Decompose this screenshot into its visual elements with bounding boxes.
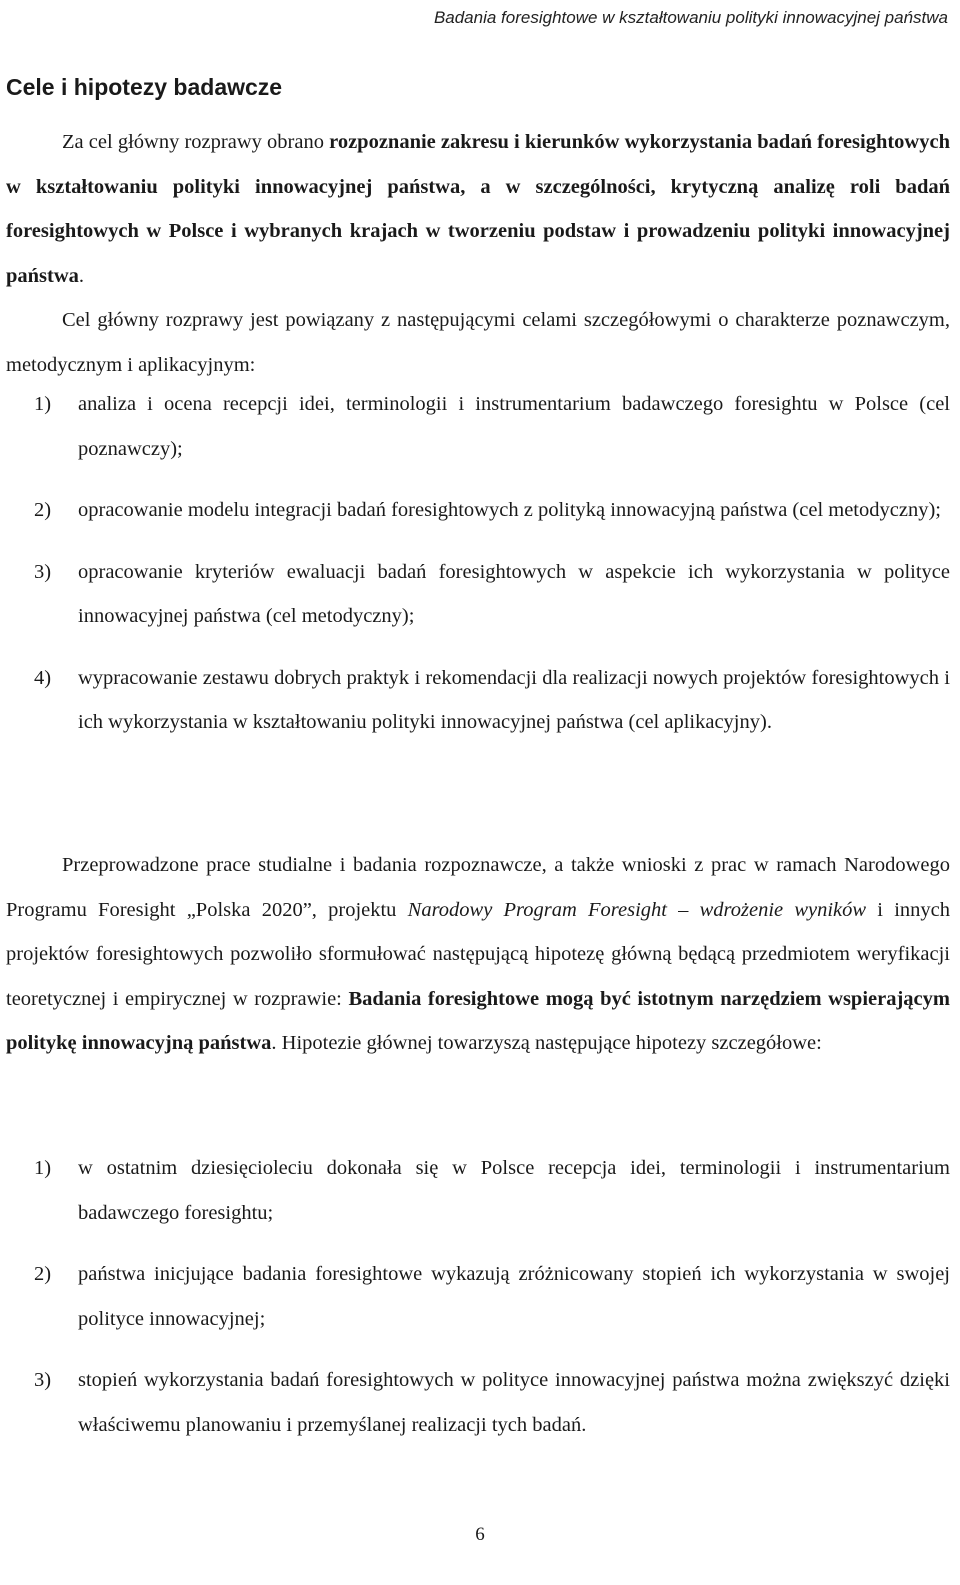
- main-goal-bold: rozpoznanie zakresu i kierunków wykorzystania badań foresightowych w kształtowaniu polityki innowacyjnej państwa, a w szczególności, krytyczną analizę roli badań foresightowych w Polsce i wybranych krajach w tworzeniu podstaw i prowadzeniu polityki innowacyjnej państwa: [6, 131, 950, 287]
- main-goal-paragraph: [6, 120, 950, 298]
- list-item-text: opracowanie modelu integracji badań foresightowych z polityką innowacyjną państwa (cel metodyczny);: [78, 499, 941, 521]
- list-item-number: 1): [34, 393, 52, 415]
- hypothesis-part1: Przeprowadzone prace studialne i badania rozpoznawcze, a także wnioski z prac w ramach Narodowego Programu Foresight „Polska 2020”, projektu: [6, 854, 950, 921]
- list-item: [34, 1358, 950, 1447]
- list-item-text: wypracowanie zestawu dobrych praktyk i rekomendacji dla realizacji nowych projektów foresightowych i ich wykorzystania w kształtowaniu polityki innowacyjnej państwa (cel aplikacyjny).: [78, 666, 950, 733]
- specific-goals-list: [34, 382, 950, 762]
- list-item-text: w ostatnim dziesięcioleciu dokonała się w Polsce recepcja idei, terminologii i instrumentarium badawczego foresightu;: [78, 1157, 950, 1224]
- hypotheses-list: [34, 1146, 950, 1464]
- list-item-number: 4): [34, 666, 52, 689]
- main-goal-tail: .: [78, 264, 85, 287]
- hypothesis-project-title: Narodowy Program Foresight – wdrożenie wyników: [407, 898, 867, 921]
- list-item: [34, 488, 950, 533]
- list-item: [34, 550, 950, 639]
- main-goal-lead: Za cel główny rozprawy obrano: [62, 131, 330, 153]
- list-item: [34, 1252, 950, 1341]
- list-item-number: 2): [34, 1263, 52, 1285]
- section-title: Cele i hipotezy badawcze: [6, 74, 283, 100]
- list-item-number: 1): [34, 1157, 52, 1179]
- page-number: 6: [475, 1524, 485, 1545]
- hypothesis-part2: i innych projektów foresightowych pozwoliło sformułować następującą hipotezę główną będącą przedmiotem weryfikacji teoretycznej i empirycznej w rozprawie:: [6, 898, 950, 1010]
- list-item-number: 2): [34, 499, 52, 521]
- list-item-number: 3): [34, 1369, 52, 1391]
- list-item-text: analiza i ocena recepcji idei, terminologii i instrumentarium badawczego foresightu w Polsce (cel poznawczy);: [78, 393, 950, 460]
- hypothesis-part3: . Hipotezie głównej towarzyszą następujące hipotezy szczegółowe:: [271, 1032, 822, 1054]
- list-item-text: opracowanie kryteriów ewaluacji badań foresightowych w aspekcie ich wykorzystania w polityce innowacyjnej państwa (cel metodyczny);: [78, 560, 950, 627]
- specific-goals-intro: Cel główny rozprawy jest powiązany z następującymi celami szczegółowymi o charakterze poznawczym, metodycznym i aplikacyjnym:: [6, 309, 950, 376]
- hypothesis-paragraph: [6, 843, 950, 1066]
- list-item-text: stopień wykorzystania badań foresightowych w polityce innowacyjnej państwa można zwiększyć dzięki właściwemu planowaniu i przemyślanej realizacji tych badań.: [78, 1369, 950, 1436]
- list-item: [34, 382, 950, 471]
- main-hypothesis: Badania foresightowe mogą być istotnym narzędziem wspierającym politykę innowacyjną państwa: [6, 987, 950, 1054]
- list-item-text: państwa inicjujące badania foresightowe wykazują zróżnicowany stopień ich wykorzystania w swojej polityce innowacyjnej;: [78, 1263, 950, 1330]
- list-item-number: 3): [34, 560, 52, 583]
- list-item: [34, 656, 950, 745]
- running-header: Badania foresightowe w kształtowaniu polityki innowacyjnej państwa: [433, 8, 948, 27]
- list-item: [34, 1146, 950, 1235]
